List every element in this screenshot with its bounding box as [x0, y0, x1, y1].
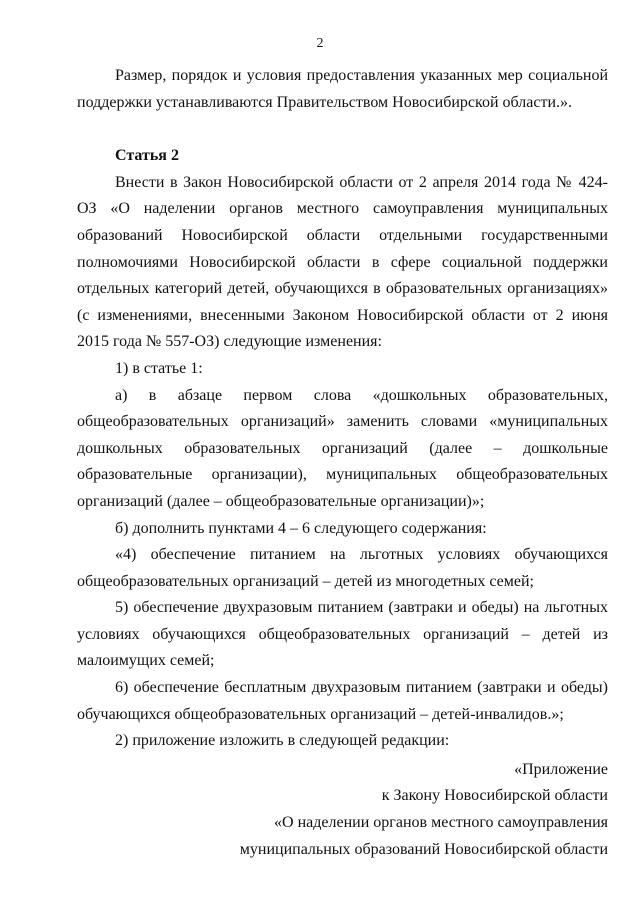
paragraph-closing-previous-article: Размер, порядок и условия предоставления указанных мер социальной поддержки устанавливаются Правительством Новосибирской области.».	[77, 67, 608, 111]
document-body	[77, 63, 608, 863]
article-heading: Статья 2	[115, 147, 179, 165]
paragraph-item-1a: а) в абзаце первом слова «дошкольных образовательных, общеобразовательных организаций» заменить словами «муниципальных дошкольных образовательных организаций (далее – дошкольные образовательные организации), муниципальных общеобразовательных организаций (далее – общеобразовательные организации)»;	[77, 386, 608, 510]
appendix-header-law-ref: к Закону Новосибирской области	[381, 787, 608, 805]
paragraph-item-1: 1) в статье 1:	[115, 359, 203, 377]
paragraph-item-1b: б) дополнить пунктами 4 – 6 следующего содержания:	[115, 519, 487, 537]
appendix-header-law-title-line2: муниципальных образований Новосибирской области	[239, 840, 608, 858]
appendix-header-title: «Приложение	[514, 760, 608, 778]
page-number: 2	[316, 36, 324, 51]
paragraph-point-5: 5) обеспечение двухразовым питанием (завтраки и обеды) на льготных условиях обучающихся общеобразовательных организаций – детей из малоимущих семей;	[77, 599, 608, 670]
paragraph-point-4: «4) обеспечение питанием на льготных условиях обучающихся общеобразовательных организаций – детей из многодетных семей;	[77, 546, 608, 590]
paragraph-item-2: 2) приложение изложить в следующей редакции:	[115, 732, 450, 750]
paragraph-gap	[77, 116, 608, 143]
paragraph-point-6: 6) обеспечение бесплатным двухразовым питанием (завтраки и обеды) обучающихся общеобразовательных организаций – детей-инвалидов.»;	[77, 679, 608, 723]
appendix-header-law-title-line1: «О наделении органов местного самоуправления	[274, 814, 608, 832]
paragraph-amendment-intro: Внести в Закон Новосибирской области от 2 апреля 2014 года № 424-ОЗ «О наделении органов местного самоуправления муниципальных образований Новосибирской области отдельными государственными полномочиями Новосибирской области в сфере социальной поддержки отдельных категорий детей, обучающихся в образовательных организациях» (с изменениями, внесенными Законом Новосибирской области от 2 июня 2015 года № 557-ОЗ) следующие изменения:	[77, 173, 608, 351]
